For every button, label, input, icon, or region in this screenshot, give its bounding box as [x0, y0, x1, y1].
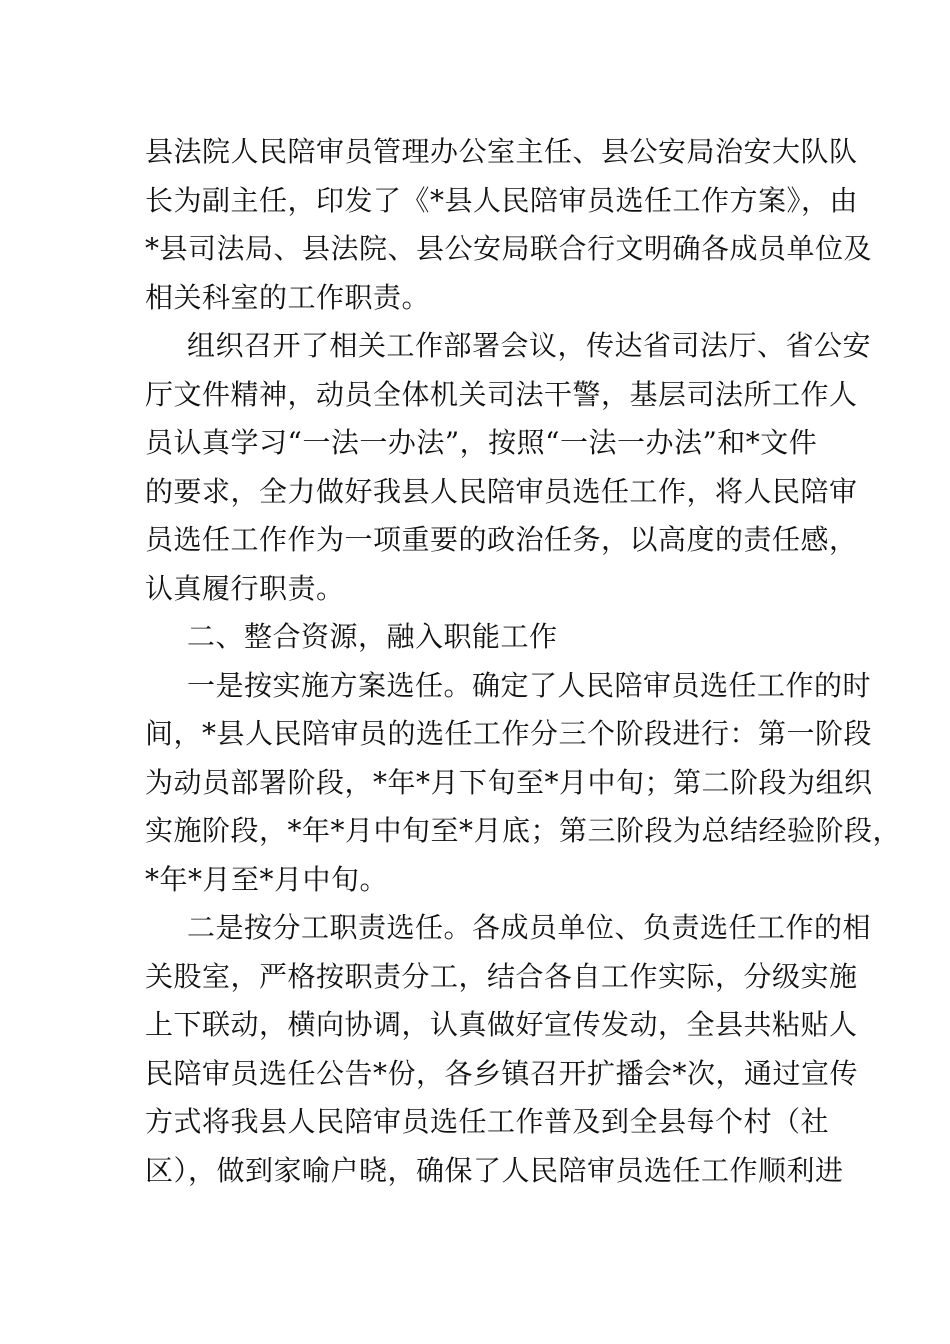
- text-line: 认真履行职责。: [145, 571, 345, 605]
- paragraph-start-line: 组织召开了相关工作部署会议，传达省司法厅、省公安: [187, 329, 872, 362]
- document-body: [145, 128, 902, 1195]
- text-line: *年*月至*月中旬。: [145, 862, 389, 896]
- text-line: 长为副主任，印发了《*县人民陪审员选任工作方案》，由: [145, 183, 859, 217]
- section-heading: 二、整合资源，融入职能工作: [187, 620, 558, 653]
- text-line: 为动员部署阶段，*年*月下旬至*月中旬；第二阶段为组织: [145, 765, 873, 799]
- text-line: 关股室，严格按职责分工，结合各自工作实际，分级实施: [145, 959, 858, 993]
- text-line: *县司法局、县法院、县公安局联合行文明确各成员单位及: [145, 232, 873, 265]
- text-line: 相关科室的工作职责。: [145, 280, 431, 314]
- paragraph-start-line: 二是按分工职责选任。各成员单位、负责选任工作的相: [187, 911, 872, 944]
- text-line: 员认真学习“一法一办法”，按照“一法一办法”和*文件: [145, 426, 818, 459]
- text-line: 民陪审员选任公告*份，各乡镇召开扩播会*次，通过宣传: [145, 1056, 859, 1090]
- text-line: 上下联动，横向协调，认真做好宣传发动，全县共粘贴人: [145, 1008, 858, 1041]
- text-line: 间，*县人民陪审员的选任工作分三个阶段进行：第一阶段: [145, 717, 873, 750]
- text-line: 区），做到家喻户晓，确保了人民陪审员选任工作顺利进: [145, 1153, 844, 1187]
- text-line: 实施阶段，*年*月中旬至*月底；第三阶段为总结经验阶段，: [145, 814, 902, 847]
- text-line: 方式将我县人民陪审员选任工作普及到全县每个村（社: [145, 1105, 830, 1138]
- text-line: 厅文件精神，动员全体机关司法干警，基层司法所工作人: [145, 377, 858, 411]
- text-line: 的要求，全力做好我县人民陪审员选任工作，将人民陪审: [145, 474, 858, 508]
- text-line: 员选任工作作为一项重要的政治任务，以高度的责任感，: [145, 523, 858, 556]
- text-line: 县法院人民陪审员管理办公室主任、县公安局治安大队队: [145, 135, 858, 168]
- paragraph-start-line: 一是按实施方案选任。确定了人民陪审员选任工作的时: [187, 668, 872, 702]
